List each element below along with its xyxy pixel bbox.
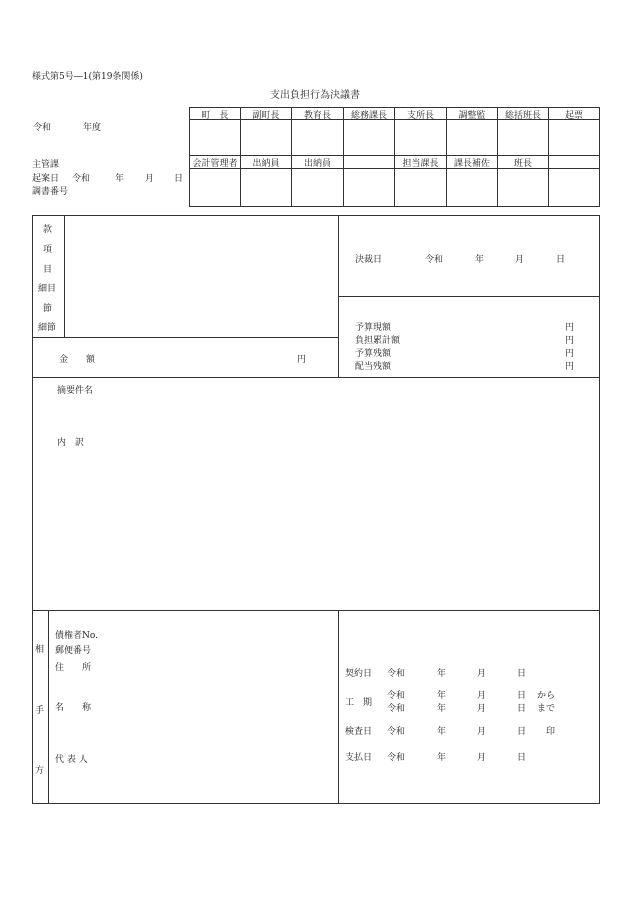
payment-year: 年	[437, 753, 447, 763]
yen-3: 円	[565, 349, 575, 359]
period-start-year: 年	[437, 691, 447, 701]
inspection-year: 年	[437, 727, 447, 737]
draft-day: 日	[174, 174, 184, 184]
label-kan: 款	[43, 225, 53, 235]
fiscal-era: 令和	[33, 123, 52, 133]
contract-day: 日	[517, 669, 527, 679]
approval-section-chief: 担当課長	[402, 159, 439, 169]
period-end-day: 日	[517, 704, 527, 714]
approval-general-team-leader: 総括班長	[504, 111, 541, 121]
approval-mayor: 町 長	[201, 111, 229, 121]
breakdown-label: 内 訳	[57, 438, 85, 448]
document-title: 支出負担行為決議書	[270, 90, 360, 101]
form-number: 様式第5号―1(第19条関係)	[32, 72, 143, 82]
burden-cumulative-label: 負担累計額	[355, 336, 401, 346]
postal-code-label: 郵便番号	[55, 646, 92, 656]
yen-4: 円	[565, 362, 575, 372]
period-end-era: 令和	[387, 704, 406, 714]
draft-year: 年	[115, 174, 125, 184]
period-label: 工 期	[345, 698, 373, 708]
approval-superintendent: 教育長	[303, 111, 331, 121]
decision-day: 日	[556, 255, 566, 265]
draft-month: 月	[145, 174, 155, 184]
side-label-te: 手	[35, 706, 45, 716]
representative-label: 代 表 人	[55, 755, 88, 765]
label-setsu: 節	[43, 304, 53, 314]
draft-date-label: 起案日	[32, 174, 60, 184]
decision-month: 月	[515, 255, 525, 265]
approval-team-leader: 班長	[513, 159, 532, 169]
period-from: から	[537, 691, 556, 701]
side-label-ai: 相	[35, 645, 45, 655]
approval-coordinator: 調整監	[458, 111, 486, 121]
label-moku: 目	[43, 265, 53, 275]
payment-era: 令和	[387, 753, 406, 763]
allocation-remaining-label: 配当残額	[355, 362, 392, 372]
budget-current-label: 予算現額	[355, 323, 392, 333]
approval-assistant-chief: 課長補佐	[453, 159, 490, 169]
inspection-month: 月	[477, 727, 487, 737]
inspection-day: 日	[517, 727, 527, 737]
contract-date-label: 契約日	[345, 669, 373, 679]
draft-era: 令和	[72, 174, 91, 184]
approval-branch-chief: 支所長	[406, 111, 434, 121]
budget-remaining-label: 予算残額	[355, 349, 392, 359]
approval-accounting-manager: 会計管理者	[192, 159, 238, 169]
fiscal-year-label: 年度	[83, 123, 102, 133]
document-number-label: 調書番号	[32, 187, 69, 197]
inspection-date-label: 検査日	[345, 727, 373, 737]
decision-date-label: 決裁日	[355, 255, 383, 265]
side-label-kata: 方	[35, 766, 45, 776]
payment-month: 月	[477, 753, 487, 763]
amount-label: 金 額	[59, 355, 96, 365]
yen-1: 円	[565, 323, 575, 333]
period-start-day: 日	[517, 691, 527, 701]
contract-month: 月	[477, 669, 487, 679]
period-end-year: 年	[437, 704, 447, 714]
contract-era: 令和	[387, 669, 406, 679]
creditor-no-label: 債権者No.	[55, 631, 98, 641]
subject-label: 摘要件名	[57, 386, 94, 396]
seal-mark: 印	[546, 727, 556, 737]
yen-2: 円	[565, 336, 575, 346]
approval-drafter: 起票	[564, 111, 583, 121]
decision-year: 年	[475, 255, 485, 265]
address-label: 住 所	[55, 663, 92, 673]
contract-year: 年	[437, 669, 447, 679]
section-label: 主管課	[32, 160, 60, 170]
period-start-month: 月	[477, 691, 487, 701]
amount-yen: 円	[297, 355, 307, 365]
period-start-era: 令和	[387, 691, 406, 701]
approval-cashier-1: 出納員	[252, 159, 280, 169]
approval-deputy-mayor: 副町長	[252, 111, 280, 121]
decision-era: 令和	[425, 255, 444, 265]
name-label: 名 称	[55, 703, 92, 713]
label-saisetsu: 細節	[38, 323, 57, 333]
label-kou: 項	[43, 245, 53, 255]
payment-date-label: 支払日	[345, 753, 373, 763]
inspection-era: 令和	[387, 727, 406, 737]
period-end-month: 月	[477, 704, 487, 714]
period-until: まで	[537, 704, 556, 714]
approval-cashier-2: 出納員	[303, 159, 331, 169]
label-saimoku: 細目	[38, 284, 57, 294]
payment-day: 日	[517, 753, 527, 763]
approval-general-affairs-chief: 総務課長	[350, 111, 387, 121]
